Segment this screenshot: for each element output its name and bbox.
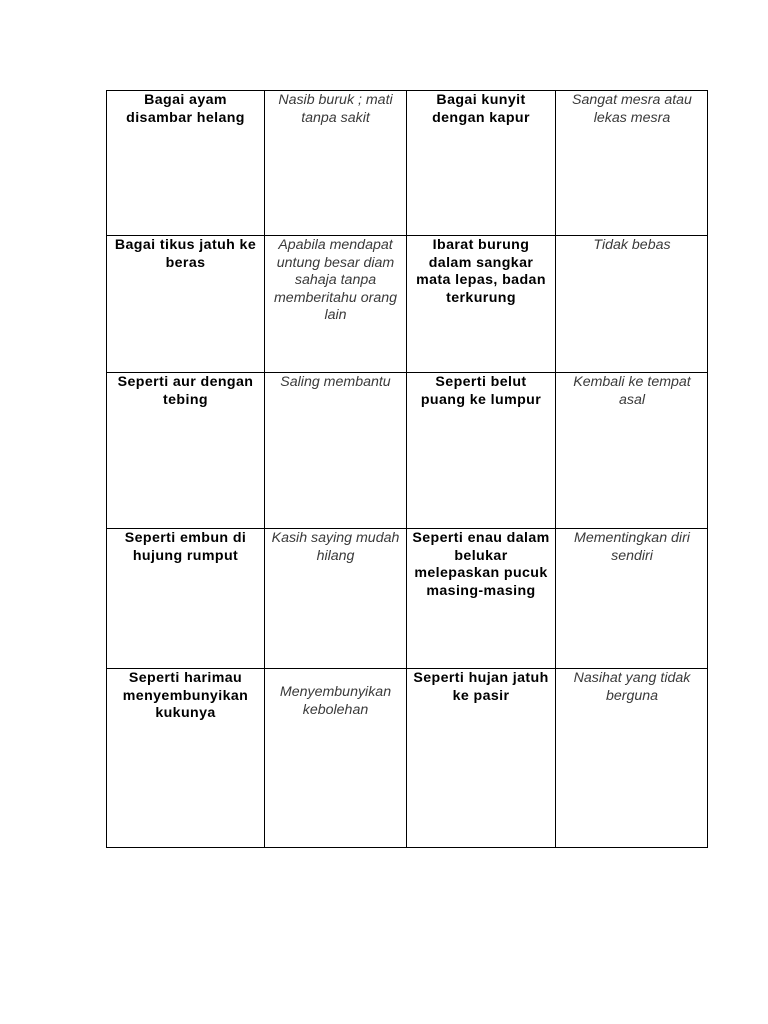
table-cell-peribahasa: Bagai ayam disambar helang	[107, 91, 265, 236]
table-cell-maksud: Kembali ke tempat asal	[556, 373, 708, 529]
peribahasa-table	[106, 90, 708, 848]
table-cell-peribahasa: Seperti embun di hujung rumput	[107, 529, 265, 669]
table-cell-peribahasa: Bagai tikus jatuh ke beras	[107, 236, 265, 373]
table-cell-peribahasa: Ibarat burung dalam sangkar mata lepas, badan terkurung	[407, 236, 556, 373]
table-cell-maksud: Sangat mesra atau lekas mesra	[556, 91, 708, 236]
table-cell-maksud: Apabila mendapat untung besar diam sahaja tanpa memberitahu orang lain	[265, 236, 407, 373]
table-cell-maksud: Tidak bebas	[556, 236, 708, 373]
table-cell-peribahasa: Seperti belut puang ke lumpur	[407, 373, 556, 529]
table-cell-peribahasa: Seperti enau dalam belukar melepaskan pucuk masing-masing	[407, 529, 556, 669]
table-cell-peribahasa: Seperti harimau menyembunyikan kukunya	[107, 669, 265, 848]
table-cell-maksud: Kasih saying mudah hilang	[265, 529, 407, 669]
table-cell-peribahasa: Bagai kunyit dengan kapur	[407, 91, 556, 236]
table-cell-maksud: Nasihat yang tidak berguna	[573, 670, 691, 704]
table-cell-maksud: Menyembunyikan kebolehan	[265, 669, 407, 848]
table-cell-maksud: Mementingkan diri sendiri	[556, 529, 708, 669]
table-cell-peribahasa: Seperti hujan jatuh ke pasir	[407, 669, 556, 848]
table-cell-maksud: Nasib buruk ; mati tanpa sakit	[265, 91, 407, 236]
table-cell-maksud: Saling membantu	[265, 373, 407, 529]
table-cell-peribahasa: Seperti aur dengan tebing	[107, 373, 265, 529]
